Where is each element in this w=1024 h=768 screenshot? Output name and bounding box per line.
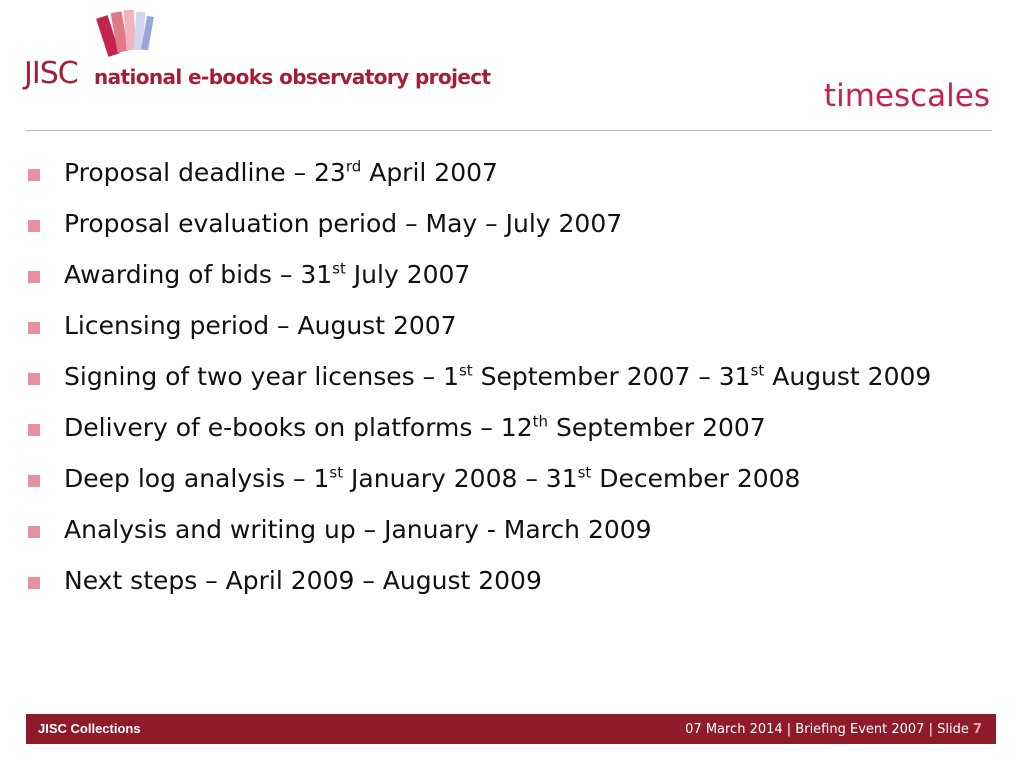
item-text: Delivery of e-books on platforms – 12 [64, 413, 533, 442]
timeline-item [28, 258, 978, 291]
bullet-square-icon [28, 424, 40, 436]
slide-number: 7 [972, 722, 982, 737]
item-text: April 2007 [361, 158, 498, 187]
ordinal-suffix: st [332, 259, 346, 278]
timeline-item [28, 156, 978, 189]
timeline-bullet-list [28, 156, 978, 615]
timeline-item [28, 564, 978, 597]
item-text: Proposal deadline – 23 [64, 158, 346, 187]
item-text: Licensing period – August 2007 [64, 311, 457, 340]
jisc-logo [24, 6, 494, 96]
item-text: December 2008 [591, 464, 801, 493]
item-text: August 2009 [764, 362, 932, 391]
bullet-square-icon [28, 220, 40, 232]
books-logo-icon [96, 6, 156, 62]
footer-org-name: JISC Collections [38, 721, 141, 736]
ordinal-suffix: st [458, 361, 473, 380]
footer-date-event: 07 March 2014 | Briefing Event 2007 | Slide [685, 722, 973, 737]
item-text: Next steps – April 2009 – August 2009 [64, 566, 542, 595]
bullet-square-icon [28, 577, 40, 589]
bullet-square-icon [28, 322, 40, 334]
item-text: July 2007 [345, 260, 471, 289]
item-text: September 2007 [548, 413, 766, 442]
timeline-item [28, 207, 978, 240]
timeline-item [28, 513, 978, 546]
timeline-item [28, 411, 978, 444]
ordinal-suffix: st [329, 463, 344, 482]
ordinal-suffix: st [577, 463, 592, 482]
item-text: Deep log analysis – 1 [64, 464, 330, 493]
footer-info [685, 722, 982, 737]
slide-header [0, 0, 1024, 132]
item-text: Signing of two year licenses – 1 [64, 362, 459, 391]
header-divider [26, 130, 992, 131]
timeline-item [28, 360, 978, 393]
slide-title: timescales [823, 78, 990, 114]
bullet-square-icon [28, 526, 40, 538]
ordinal-suffix: st [750, 361, 765, 380]
item-text: Analysis and writing up – January - March 2009 [64, 515, 652, 544]
timeline-item [28, 462, 978, 495]
ordinal-suffix: th [532, 412, 549, 431]
project-name: national e-books observatory project [94, 65, 491, 89]
bullet-square-icon [28, 475, 40, 487]
item-text: Awarding of bids – 31 [64, 260, 333, 289]
item-text: Proposal evaluation period – May – July 2007 [64, 209, 623, 238]
timeline-item [28, 309, 978, 342]
item-text: January 2008 – 31 [343, 464, 578, 493]
bullet-square-icon [28, 271, 40, 283]
slide-footer [26, 714, 996, 744]
ordinal-suffix: rd [345, 157, 362, 176]
bullet-square-icon [28, 169, 40, 181]
bullet-square-icon [28, 373, 40, 385]
item-text: September 2007 – 31 [472, 362, 751, 391]
jisc-wordmark: JISC [24, 56, 78, 91]
